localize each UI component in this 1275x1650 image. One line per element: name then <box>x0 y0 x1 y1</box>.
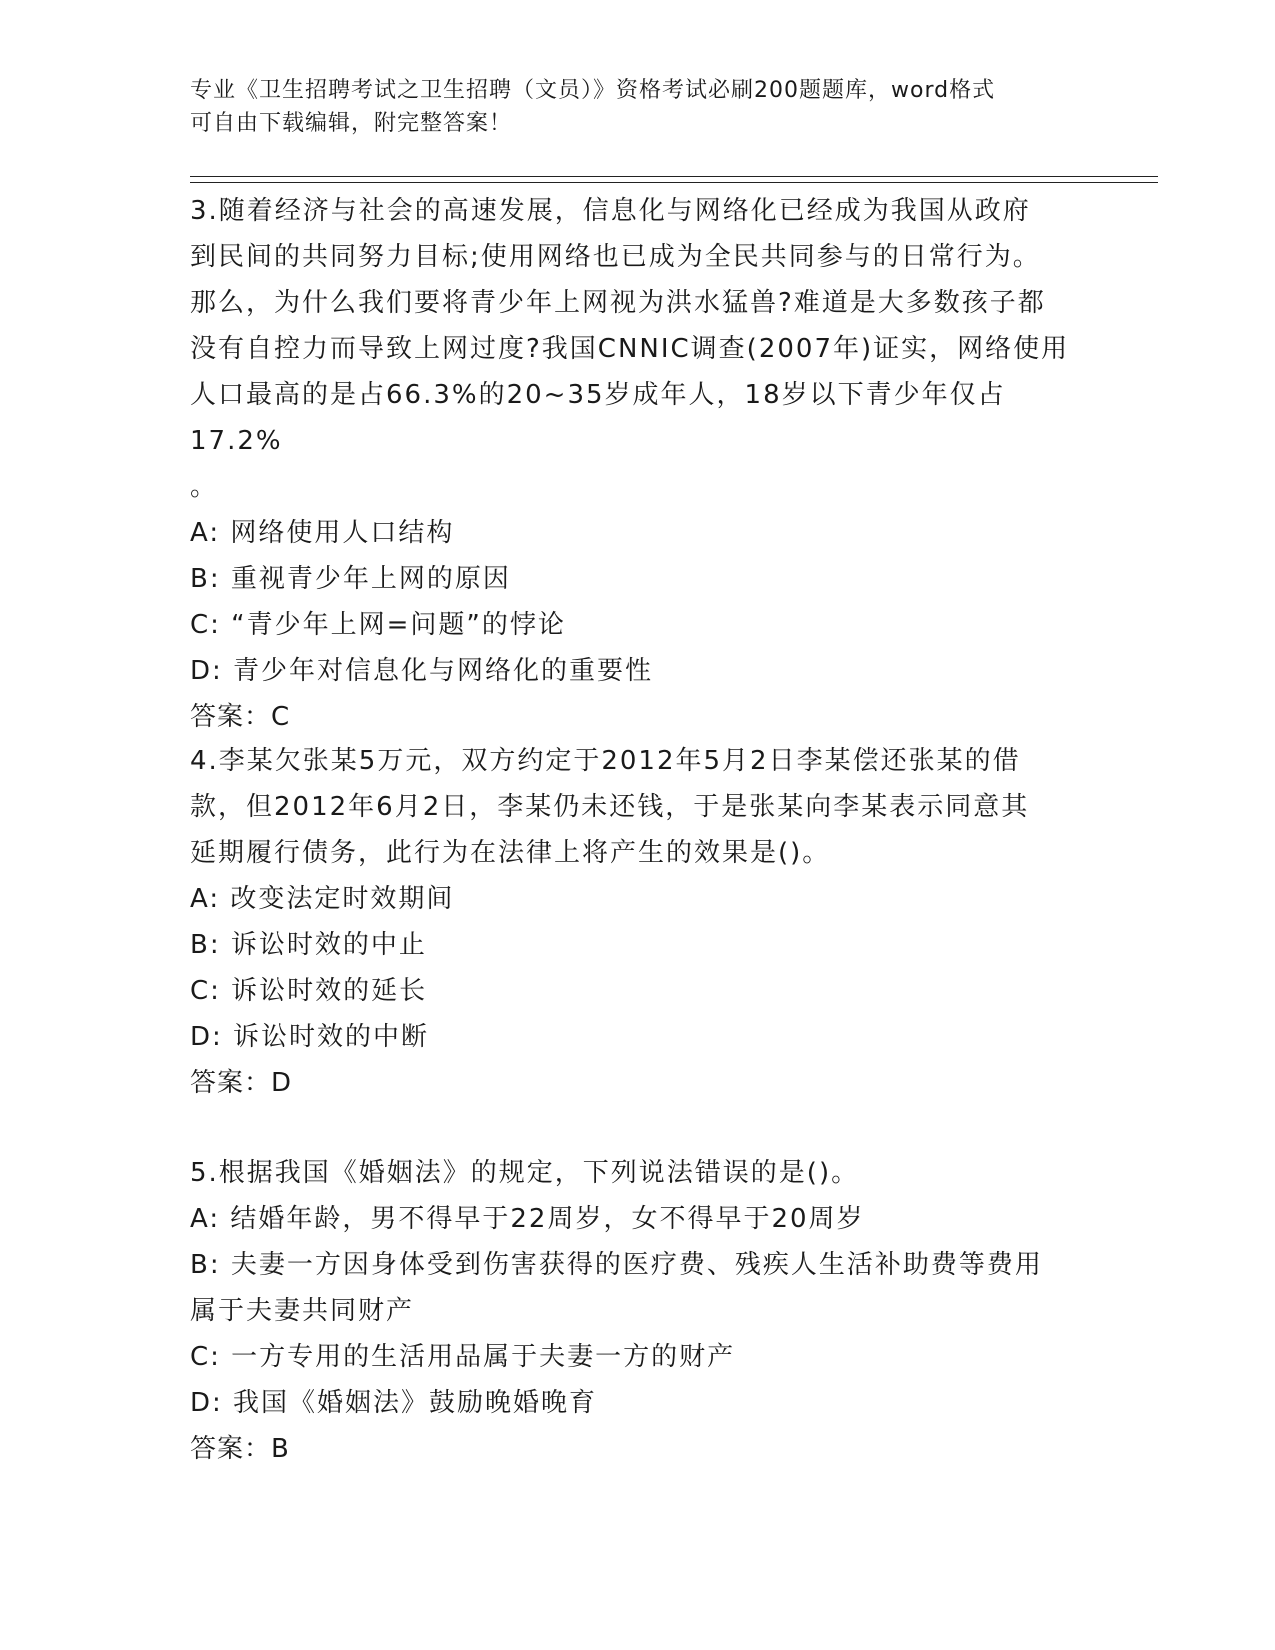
question-stem-line: 4.李某欠张某5万元，双方约定于2012年5月2日李某偿还张某的借 <box>190 746 1021 776</box>
option-c: C: 诉讼时效的延长 <box>190 976 428 1006</box>
option-a: A: 改变法定时效期间 <box>190 884 455 914</box>
option-c: C: “青少年上网=问题”的悖论 <box>190 610 566 640</box>
option-a: A: 网络使用人口结构 <box>190 518 455 548</box>
option-b: B: 重视青少年上网的原因 <box>190 564 511 594</box>
document-header <box>190 74 1090 140</box>
option-b: B: 夫妻一方因身体受到伤害获得的医疗费、残疾人生活补助费等费用 <box>190 1250 1043 1280</box>
header-divider-bottom <box>190 182 1158 183</box>
question-stem-line: 人口最高的是占66.3%的20~35岁成年人，18岁以下青少年仅占17.2% <box>190 380 1006 456</box>
option-d: D: 我国《婚姻法》鼓励晚婚晚育 <box>190 1388 598 1418</box>
question-4 <box>190 738 1090 1106</box>
question-stem-line: 没有自控力而导致上网过度?我国CNNIC调查(2007年)证实，网络使用 <box>190 334 1070 364</box>
question-stem-line: 延期履行债务，此行为在法律上将产生的效果是()。 <box>190 838 831 868</box>
option-c: C: 一方专用的生活用品属于夫妻一方的财产 <box>190 1342 736 1372</box>
question-5 <box>190 1150 1090 1472</box>
header-divider-top <box>190 176 1158 177</box>
question-stem-line: 5.根据我国《婚姻法》的规定，下列说法错误的是()。 <box>190 1158 860 1188</box>
option-d: D: 青少年对信息化与网络化的重要性 <box>190 656 654 686</box>
question-3 <box>190 188 1090 740</box>
header-line-1: 专业《卫生招聘考试之卫生招聘（文员）》资格考试必刷200题题库，word格式 <box>190 78 996 103</box>
question-stem-line: 那么，为什么我们要将青少年上网视为洪水猛兽?难道是大多数孩子都 <box>190 288 1046 318</box>
question-stem-line: 。 <box>190 472 219 502</box>
option-b-continued: 属于夫妻共同财产 <box>190 1296 415 1326</box>
question-stem-line: 3.随着经济与社会的高速发展，信息化与网络化已经成为我国从政府 <box>190 196 1031 226</box>
answer-label: 答案：D <box>190 1068 293 1098</box>
header-line-2: 可自由下载编辑，附完整答案！ <box>190 111 513 136</box>
option-b: B: 诉讼时效的中止 <box>190 930 427 960</box>
question-stem-line: 到民间的共同努力目标;使用网络也已成为全民共同参与的日常行为。 <box>190 242 1041 272</box>
option-d: D: 诉讼时效的中断 <box>190 1022 430 1052</box>
option-a: A: 结婚年龄，男不得早于22周岁，女不得早于20周岁 <box>190 1204 865 1234</box>
answer-label: 答案：B <box>190 1434 290 1464</box>
answer-label: 答案：C <box>190 702 291 732</box>
question-stem-line: 款，但2012年6月2日，李某仍未还钱，于是张某向李某表示同意其 <box>190 792 1030 822</box>
